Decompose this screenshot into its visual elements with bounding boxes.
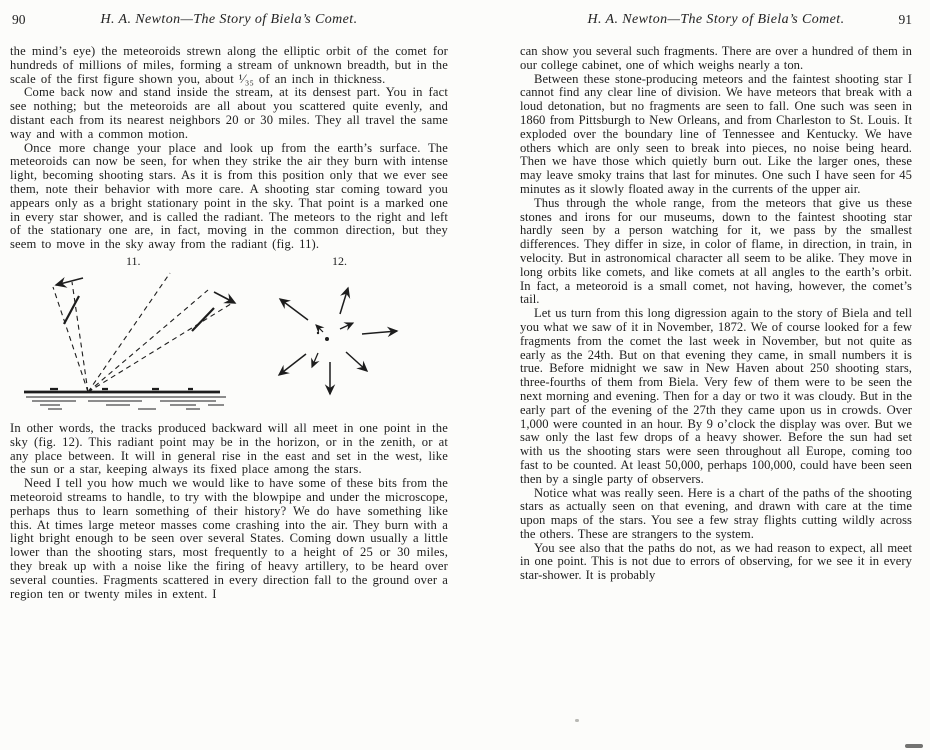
page-header-left: [10, 12, 448, 32]
page-header-right: [520, 12, 912, 32]
page-number-right: 91: [898, 12, 912, 27]
figure-label-12: 12.: [332, 253, 347, 268]
meteor-radiant-diagram: [10, 266, 448, 414]
paragraph: In other words, the tracks produced backward will all meet in one point in the sky (fig. 12). This radiant point may be in the horizon, or in the zenith, or at any place between. It will in general rise in the east and set in the west, like the sun or a star, keeping always its fixed place among the stars.: [10, 420, 448, 477]
page-91: [520, 0, 912, 750]
right-page-text: [520, 45, 912, 583]
running-title-right: H. A. Newton—The Story of Biela’s Comet.: [587, 12, 845, 27]
paragraph: You see also that the paths do not, as we had reason to expect, all meet in one point. This is not due to errors of observing, for we see it in every star-shower. It is probably: [520, 540, 912, 583]
figure-meteor-diagrams: [10, 253, 448, 416]
paragraph: Need I tell you how much we would like to have some of these bits from the meteoroid streams to handle, to try with the blowpipe and under the microscope, perhaps thus to learn something of their history? We do have something like this. At times large meteor masses come crashing into the air. They burn with a light bright enough to be seen over several States. Coming down usually a little lower than the shooting stars, most frequently to a height of 25 or 30 miles, they break up with a noise like the firing of heavy artillery, to be heard over several counties. Fragments scattered in every direction fall to the ground over a region ten or twenty miles in extent. I: [10, 476, 448, 601]
paragraph: Come back now and stand inside the stream, at its densest part. You in fact see nothing; but the meteoroids are all about you scattered quite evenly, and distant each from its nearest neighbors 20 or 30 miles. They all travel the same way and with a common motion.: [10, 85, 448, 141]
figure-label-11: 11.: [126, 253, 141, 268]
running-title-left: H. A. Newton—The Story of Biela’s Comet.: [100, 12, 358, 27]
paragraph: Once more change your place and look up from the earth’s surface. The meteoroids can now be seen, for when they strike the air they burn with intense light, becoming shooting stars. As it is from this position only that we ever see them, note their behavior with more care. A shooting star coming toward you appears only as a bright stationary point in the sky. That point is a marked one in every star shower, and is called the radiant. The meteors to the right and left of the stationary one are, in fact, moving in the common direction, but they seem to move in the sky away from the radiant (fig. 11).: [10, 140, 448, 252]
page-number-left: 90: [12, 12, 26, 27]
left-page-text: [10, 45, 448, 601]
page-90: [10, 0, 448, 750]
paragraph: Let us turn from this long digression again to the story of Biela and tell you what we saw of it in November, 1872. We of course looked for a few fragments from the comet the last week in November, but not quite as early as the 24th. But on that evening they came, in small numbers it is true. Before midnight we saw in New Haven about 250 shooting stars, three-fourths of them from Biela. Very few of them were to be seen the next morning and evening. Then for a day or two it was cloudy. But in the early part of the evening of the 27th they came upon us in crowds. Over 1,000 were counted in an hour. By 9 o’clock the display was over. But we saw only the last few drops of a heavy shower. Before the sun had set with us the shooting stars were seen throughout all Europe, coming too fast to be counted. At least 50,000, perhaps 100,000, could have been seen then by a single party of observers.: [520, 306, 912, 486]
paragraph: Between these stone-producing meteors and the faintest shooting star I cannot find any clear line of division. We have meteors that break with a loud detonation, but no fragments are seen to fall. One such was seen in 1860 from Pittsburgh to New Orleans, and from Charleston to St. Louis. It exploded over the boundary line of Tennessee and Kentucky. We have others which are only seen to break into pieces, no noise being heard. Then we have those which quietly burn out. Like the larger ones, these may leave smoky trains that last for minutes. One such I have seen for 45 minutes as it slowly floated away in the currents of the upper air.: [520, 71, 912, 196]
paragraph: Notice what was really seen. Here is a chart of the paths of the shooting stars as actually seen on that evening, and drawn with care at the time upon maps of the stars. You see a few stray flights cutting wildly across the others. These are strangers to the system.: [520, 485, 912, 541]
paragraph: can show you several such fragments. There are over a hundred of them in our college cabinet, one of which weighs nearly a ton.: [520, 44, 912, 72]
paragraph: Thus through the whole range, from the meteors that give us these stones and irons for our museums, down to the faintest shooting star hardly seen by a person watching for it, we pass by the smallest differences. They differ in size, in color of flame, in direction, in train, in velocity. But in astronomical character all seem to be alike. They move in long orbits like comets, and like comets at all angles to the earth’s orbit. In fact, a meteoroid is a small comet, not having, however, the comet’s tail.: [520, 195, 912, 307]
paragraph: the mind’s eye) the meteoroids strewn along the elliptic orbit of the comet for hundreds of millions of miles, forming a stream of unknown breadth, but in the scale of the first figure shown you, about ¹⁄₃₅ of an inch in thickness.: [10, 44, 448, 86]
